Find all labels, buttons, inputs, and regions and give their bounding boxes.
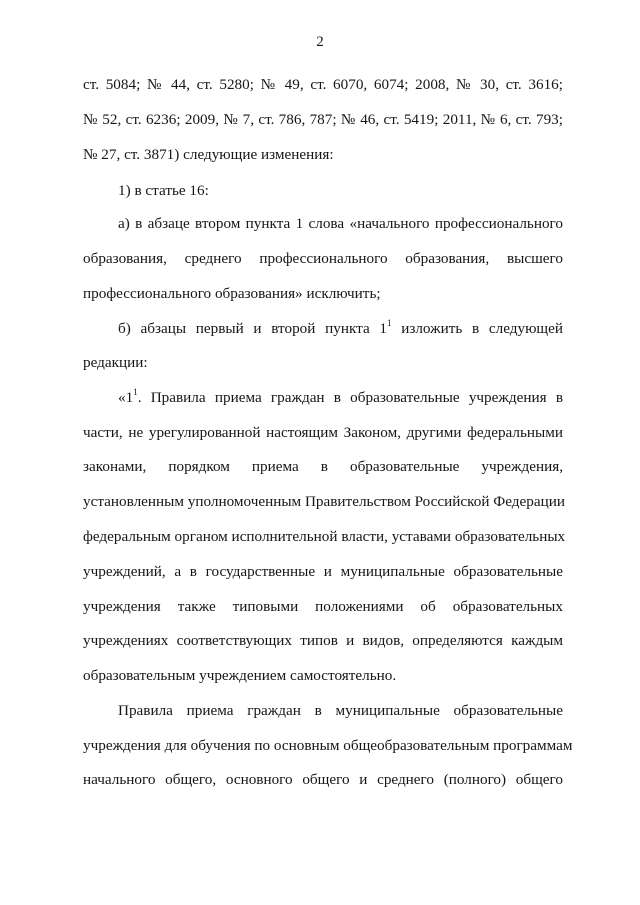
superscript: 1 [133, 386, 138, 397]
text-line: учреждений, а в государственные и муниципальные образовательные [83, 563, 563, 580]
text-line: редакции: [83, 354, 148, 371]
text-segment: . Правила приема граждан в образовательные учреждения в [137, 389, 563, 406]
text-segment: изложить в следующей [391, 320, 563, 337]
text-line: законами, порядком приема в образовательные учреждения, [83, 458, 563, 475]
page-number: 2 [316, 34, 324, 50]
text-line: ст. 5084; № 44, ст. 5280; № 49, ст. 6070, 6074; 2008, № 30, ст. 3616; [83, 76, 563, 93]
text-line: профессионального образования» исключить; [83, 285, 381, 302]
text-line: части, не урегулированной настоящим Законом, другими федеральными [83, 424, 563, 441]
text-line [118, 317, 563, 338]
text-line: учреждения для обучения по основным общеобразовательным программам [83, 737, 573, 754]
text-line: учреждения также типовыми положениями об образовательных [83, 598, 563, 615]
text-line: № 52, ст. 6236; 2009, № 7, ст. 786, 787; № 46, ст. 5419; 2011, № 6, ст. 793; [83, 111, 563, 128]
text-segment: «1 [118, 389, 134, 406]
text-line: образовательным учреждением самостоятельно. [83, 667, 397, 684]
text-line [118, 386, 563, 407]
text-line: № 27, ст. 3871) следующие изменения: [83, 146, 334, 163]
text-line: образования, среднего профессионального образования, высшего [83, 250, 563, 267]
text-segment: б) абзацы первый и второй пункта 1 [118, 320, 387, 337]
text-line: а) в абзаце втором пункта 1 слова «начального профессионального [118, 215, 563, 232]
list-item-heading: 1) в статье 16: [118, 182, 209, 199]
text-line: Правила приема граждан в муниципальные образовательные [118, 702, 563, 719]
text-line: установленным уполномоченным Правительством Российской Федерации [83, 493, 565, 510]
superscript: 1 [387, 317, 392, 328]
text-line: федеральным органом исполнительной власти, уставами образовательных [83, 528, 566, 545]
text-line: начального общего, основного общего и среднего (полного) общего [83, 771, 563, 788]
text-line: учреждениях соответствующих типов и видов, определяются каждым [83, 632, 563, 649]
